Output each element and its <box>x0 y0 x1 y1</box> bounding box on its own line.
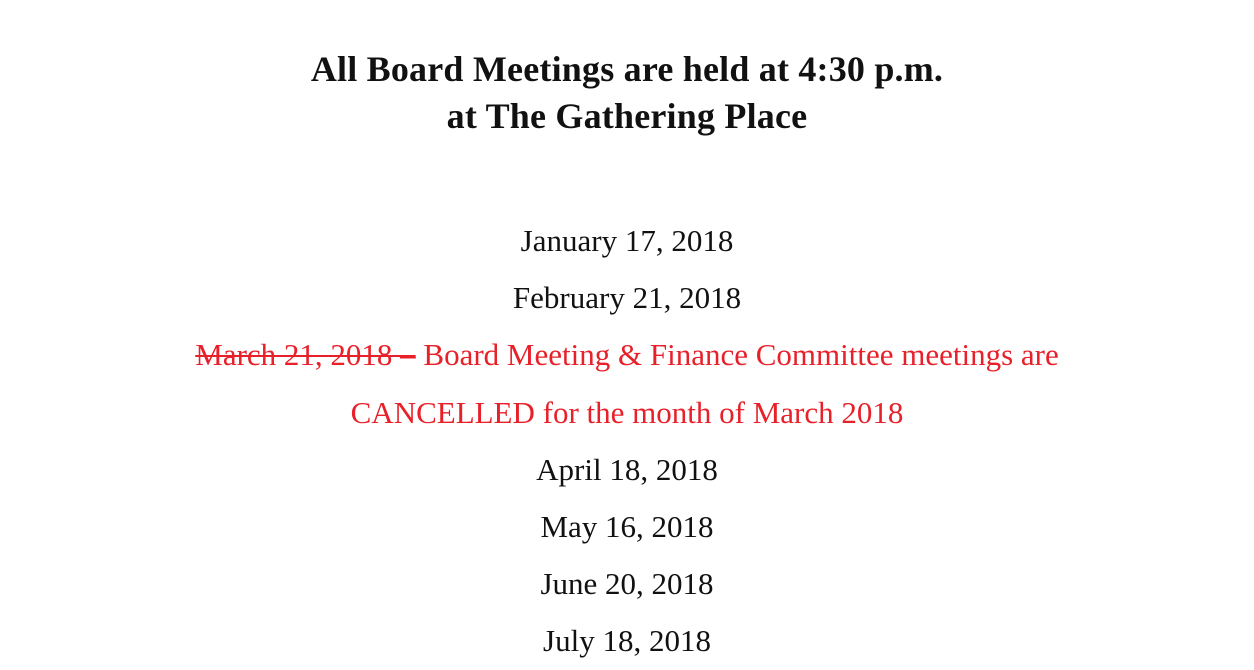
meeting-date-june: June 20, 2018 <box>540 566 714 602</box>
meeting-date-april: April 18, 2018 <box>536 451 718 487</box>
meeting-date-february: February 21, 2018 <box>512 280 742 316</box>
struck-march-date: March 21, 2018 – <box>195 337 416 373</box>
meeting-dates-list <box>0 212 1254 670</box>
heading-line-2: at The Gathering Place <box>446 96 808 136</box>
meeting-date-july: July 18, 2018 <box>543 623 711 659</box>
heading-line-1: All Board Meetings are held at 4:30 p.m. <box>310 49 944 89</box>
cancellation-note-part-2: CANCELLED for the month of March 2018 <box>350 394 904 430</box>
meeting-date-may: May 16, 2018 <box>540 509 714 545</box>
meeting-date-march-cancelled <box>0 326 1254 383</box>
meeting-notice-heading <box>0 46 1254 140</box>
meeting-date-january: January 17, 2018 <box>520 223 734 258</box>
cancellation-note-part-1: Board Meeting & Finance Committee meetings are <box>415 337 1059 373</box>
